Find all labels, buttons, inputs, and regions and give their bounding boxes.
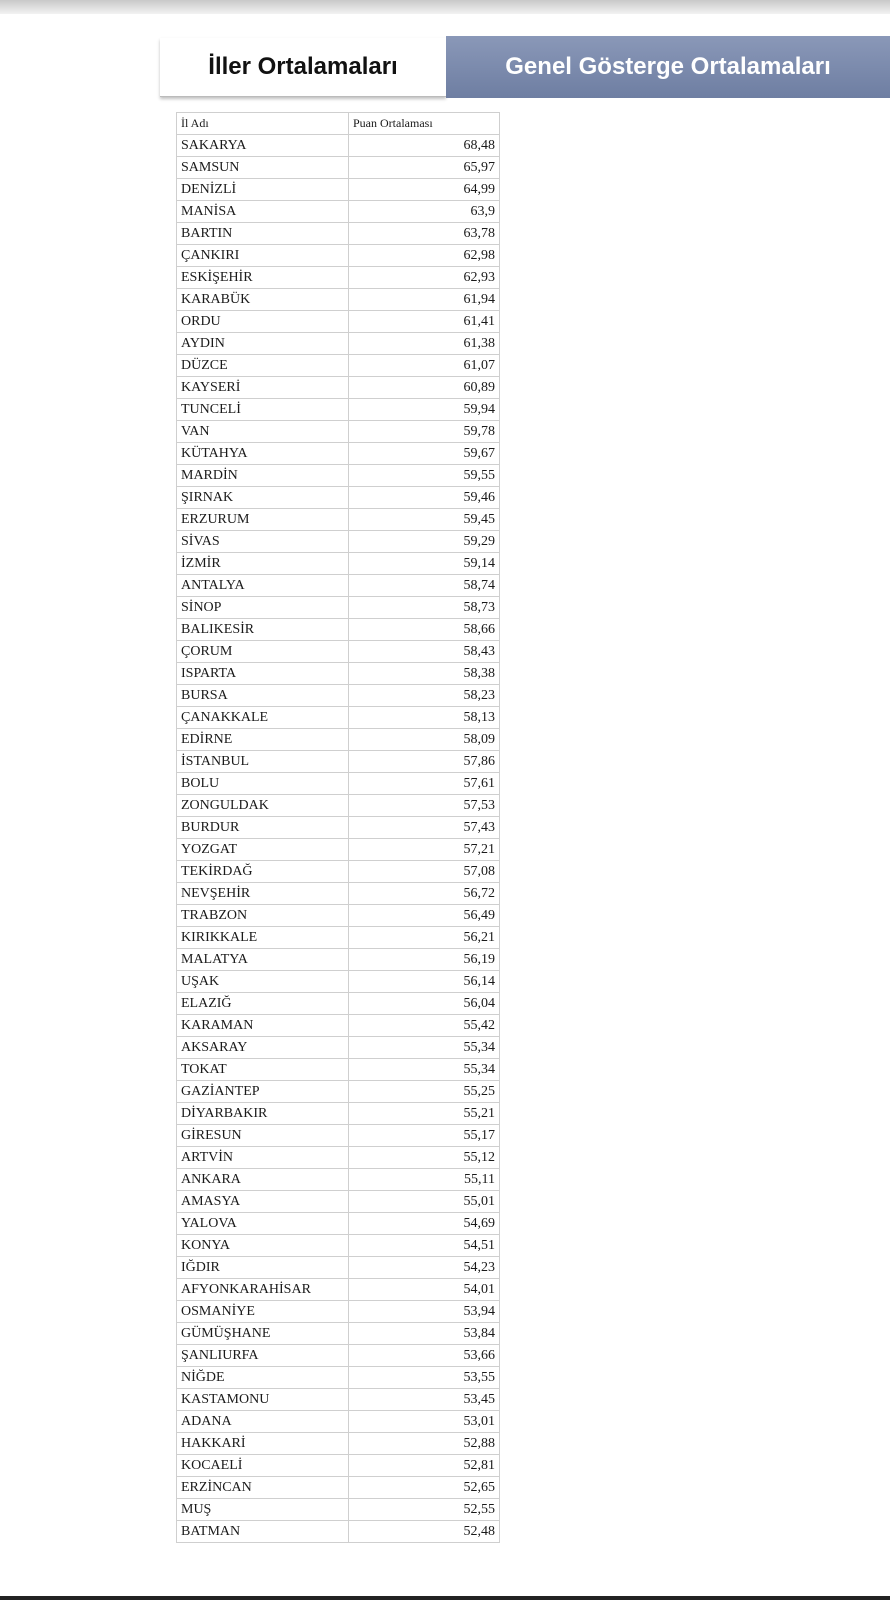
score-cell: 55,17 [349,1125,500,1147]
table-header-row [177,113,500,135]
table-row [177,641,500,663]
table-row [177,597,500,619]
table-row [177,245,500,267]
table-row [177,487,500,509]
score-cell: 58,13 [349,707,500,729]
province-name-cell: KÜTAHYA [177,443,349,465]
score-cell: 60,89 [349,377,500,399]
table-row [177,1147,500,1169]
province-name-cell: SİVAS [177,531,349,553]
province-name-cell: ELAZIĞ [177,993,349,1015]
score-cell: 55,21 [349,1103,500,1125]
score-cell: 56,49 [349,905,500,927]
score-cell: 68,48 [349,135,500,157]
province-name-cell: MALATYA [177,949,349,971]
table-row [177,1125,500,1147]
score-cell: 61,41 [349,311,500,333]
table-row [177,1059,500,1081]
table-row [177,443,500,465]
province-name-cell: NİĞDE [177,1367,349,1389]
score-cell: 59,29 [349,531,500,553]
province-score-table [176,112,500,1543]
table-row [177,619,500,641]
table-row [177,421,500,443]
province-name-cell: BALIKESİR [177,619,349,641]
province-name-cell: ERZİNCAN [177,1477,349,1499]
table-row [177,157,500,179]
province-name-cell: MUŞ [177,1499,349,1521]
table-row [177,839,500,861]
province-name-cell: KARAMAN [177,1015,349,1037]
score-cell: 54,69 [349,1213,500,1235]
table-row [177,993,500,1015]
province-name-cell: BURDUR [177,817,349,839]
province-name-cell: SİNOP [177,597,349,619]
table-row [177,553,500,575]
province-name-cell: ADANA [177,1411,349,1433]
province-name-cell: IĞDIR [177,1257,349,1279]
score-cell: 58,09 [349,729,500,751]
province-name-cell: SAMSUN [177,157,349,179]
score-cell: 61,07 [349,355,500,377]
score-cell: 55,34 [349,1059,500,1081]
score-cell: 55,25 [349,1081,500,1103]
table-row [177,773,500,795]
table-row [177,509,500,531]
province-name-cell: MARDİN [177,465,349,487]
province-name-cell: ÇANKIRI [177,245,349,267]
score-cell: 59,67 [349,443,500,465]
province-name-cell: YOZGAT [177,839,349,861]
province-name-cell: KAYSERİ [177,377,349,399]
province-name-cell: TOKAT [177,1059,349,1081]
score-cell: 53,94 [349,1301,500,1323]
score-cell: 57,61 [349,773,500,795]
province-name-cell: KONYA [177,1235,349,1257]
province-name-cell: UŞAK [177,971,349,993]
province-name-cell: BATMAN [177,1521,349,1543]
score-cell: 62,98 [349,245,500,267]
table-row [177,685,500,707]
province-name-cell: KIRIKKALE [177,927,349,949]
score-cell: 64,99 [349,179,500,201]
table-row [177,311,500,333]
table-row [177,1521,500,1543]
table-row [177,861,500,883]
table-row [177,201,500,223]
table-row [177,1235,500,1257]
table-row [177,135,500,157]
table-row [177,575,500,597]
tab-genel-gosterge-ortalamalari[interactable]: Genel Gösterge Ortalamaları [446,36,890,98]
province-name-cell: OSMANİYE [177,1301,349,1323]
top-bar [0,0,890,14]
table-row [177,1037,500,1059]
province-name-cell: ŞIRNAK [177,487,349,509]
province-name-cell: ISPARTA [177,663,349,685]
province-name-cell: DENİZLİ [177,179,349,201]
table-row [177,1411,500,1433]
table-row [177,663,500,685]
score-cell: 57,86 [349,751,500,773]
score-cell: 63,78 [349,223,500,245]
table-row [177,1455,500,1477]
table-row [177,1191,500,1213]
table-row [177,1477,500,1499]
province-name-cell: AKSARAY [177,1037,349,1059]
score-cell: 58,43 [349,641,500,663]
table-row [177,729,500,751]
province-name-cell: AMASYA [177,1191,349,1213]
province-name-cell: KOCAELİ [177,1455,349,1477]
province-name-cell: ZONGULDAK [177,795,349,817]
table-row [177,1213,500,1235]
bottom-bar [0,1596,890,1600]
score-cell: 56,21 [349,927,500,949]
score-cell: 59,14 [349,553,500,575]
province-name-cell: VAN [177,421,349,443]
score-cell: 52,88 [349,1433,500,1455]
table-row [177,905,500,927]
score-cell: 57,53 [349,795,500,817]
score-cell: 54,01 [349,1279,500,1301]
table-row [177,377,500,399]
table-row [177,1389,500,1411]
province-name-cell: ANKARA [177,1169,349,1191]
table-row [177,1169,500,1191]
table-row [177,927,500,949]
province-name-cell: AFYONKARAHİSAR [177,1279,349,1301]
score-cell: 59,78 [349,421,500,443]
table-row [177,179,500,201]
score-cell: 55,34 [349,1037,500,1059]
score-cell: 63,9 [349,201,500,223]
province-name-cell: GÜMÜŞHANE [177,1323,349,1345]
score-cell: 59,45 [349,509,500,531]
province-name-cell: ÇANAKKALE [177,707,349,729]
score-cell: 62,93 [349,267,500,289]
table-row [177,267,500,289]
score-cell: 56,72 [349,883,500,905]
province-name-cell: AYDIN [177,333,349,355]
table-row [177,1103,500,1125]
score-cell: 61,38 [349,333,500,355]
table-row [177,751,500,773]
tab-iller-ortalamalari[interactable]: İller Ortalamaları [160,38,446,97]
province-name-cell: ORDU [177,311,349,333]
province-name-cell: DÜZCE [177,355,349,377]
score-cell: 54,51 [349,1235,500,1257]
column-header-province: İl Adı [177,113,349,135]
table-row [177,883,500,905]
score-cell: 52,65 [349,1477,500,1499]
score-cell: 58,74 [349,575,500,597]
table-row [177,465,500,487]
score-cell: 57,43 [349,817,500,839]
province-name-cell: GAZİANTEP [177,1081,349,1103]
province-name-cell: BOLU [177,773,349,795]
score-cell: 56,19 [349,949,500,971]
table-row [177,1081,500,1103]
table-row [177,1257,500,1279]
province-name-cell: KASTAMONU [177,1389,349,1411]
score-cell: 55,12 [349,1147,500,1169]
province-name-cell: DİYARBAKIR [177,1103,349,1125]
province-score-table-container [176,112,500,1543]
score-cell: 52,48 [349,1521,500,1543]
score-cell: 59,46 [349,487,500,509]
score-cell: 55,01 [349,1191,500,1213]
table-row [177,817,500,839]
score-cell: 52,55 [349,1499,500,1521]
province-name-cell: EDİRNE [177,729,349,751]
table-row [177,1433,500,1455]
tab-bar [160,36,890,98]
table-row [177,399,500,421]
province-name-cell: TUNCELİ [177,399,349,421]
table-row [177,1367,500,1389]
score-cell: 53,45 [349,1389,500,1411]
score-cell: 53,55 [349,1367,500,1389]
province-name-cell: KARABÜK [177,289,349,311]
score-cell: 53,01 [349,1411,500,1433]
table-row [177,971,500,993]
score-cell: 53,66 [349,1345,500,1367]
province-name-cell: BURSA [177,685,349,707]
score-cell: 61,94 [349,289,500,311]
score-cell: 54,23 [349,1257,500,1279]
score-cell: 65,97 [349,157,500,179]
table-body [177,135,500,1543]
province-name-cell: TEKİRDAĞ [177,861,349,883]
province-name-cell: BARTIN [177,223,349,245]
score-cell: 53,84 [349,1323,500,1345]
table-row [177,355,500,377]
score-cell: 58,23 [349,685,500,707]
score-cell: 55,42 [349,1015,500,1037]
table-row [177,949,500,971]
table-row [177,1323,500,1345]
province-name-cell: İZMİR [177,553,349,575]
table-row [177,289,500,311]
province-name-cell: ARTVİN [177,1147,349,1169]
province-name-cell: HAKKARİ [177,1433,349,1455]
province-name-cell: ANTALYA [177,575,349,597]
score-cell: 57,21 [349,839,500,861]
province-name-cell: YALOVA [177,1213,349,1235]
score-cell: 52,81 [349,1455,500,1477]
score-cell: 57,08 [349,861,500,883]
province-name-cell: ESKİŞEHİR [177,267,349,289]
province-name-cell: TRABZON [177,905,349,927]
province-name-cell: İSTANBUL [177,751,349,773]
column-header-score: Puan Ortalaması [349,113,500,135]
table-row [177,1015,500,1037]
province-name-cell: ERZURUM [177,509,349,531]
table-row [177,1279,500,1301]
table-row [177,1301,500,1323]
province-name-cell: ÇORUM [177,641,349,663]
score-cell: 56,14 [349,971,500,993]
province-name-cell: MANİSA [177,201,349,223]
table-row [177,223,500,245]
score-cell: 59,94 [349,399,500,421]
score-cell: 56,04 [349,993,500,1015]
table-row [177,1499,500,1521]
score-cell: 55,11 [349,1169,500,1191]
table-row [177,333,500,355]
table-row [177,707,500,729]
province-name-cell: ŞANLIURFA [177,1345,349,1367]
province-name-cell: GİRESUN [177,1125,349,1147]
province-name-cell: NEVŞEHİR [177,883,349,905]
table-row [177,795,500,817]
table-row [177,531,500,553]
table-row [177,1345,500,1367]
score-cell: 59,55 [349,465,500,487]
province-name-cell: SAKARYA [177,135,349,157]
score-cell: 58,66 [349,619,500,641]
score-cell: 58,73 [349,597,500,619]
score-cell: 58,38 [349,663,500,685]
